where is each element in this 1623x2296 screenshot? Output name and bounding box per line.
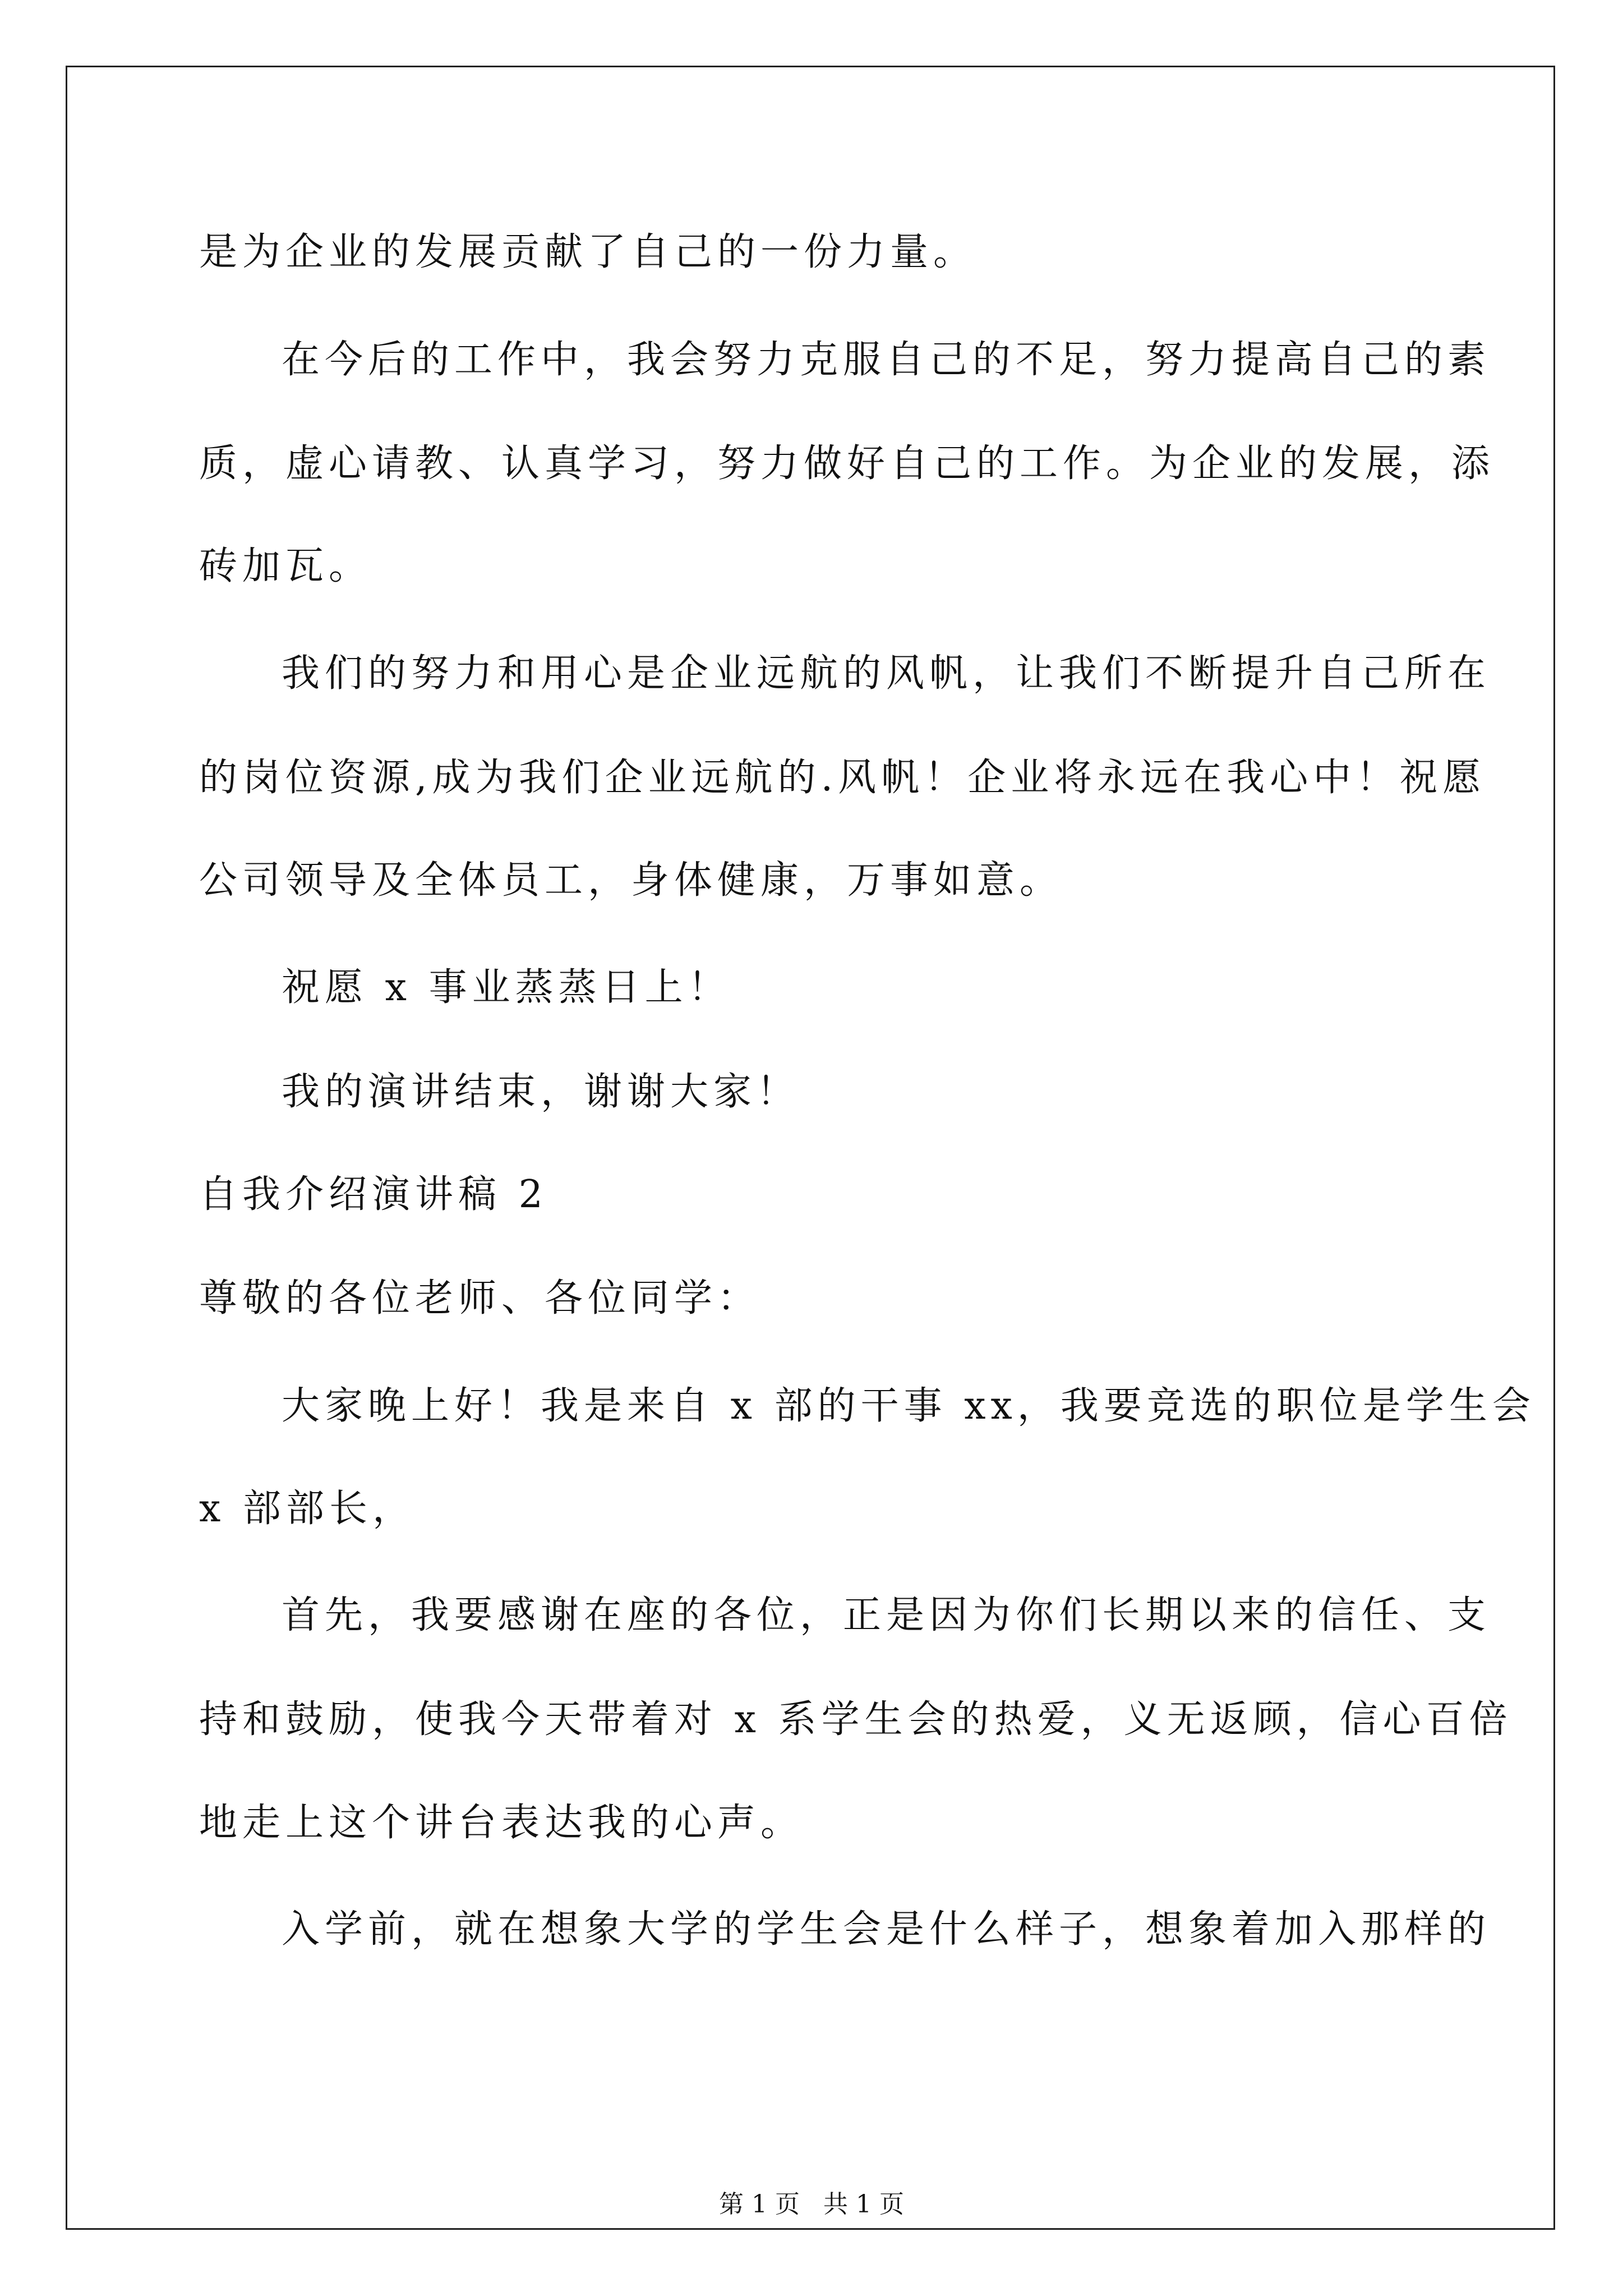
text-line: 地走上这个讲台表达我的心声。 [199, 1801, 804, 1845]
text-line: x 部部长， [199, 1487, 416, 1531]
section-heading: 自我介绍演讲稿 2 [199, 1172, 548, 1217]
text-line: 公司领导及全体员工，身体健康，万事如意。 [199, 858, 1063, 903]
paragraph-start: 我们的努力和用心是企业远航的风帆，让我们不断提升自己所在 [282, 651, 1491, 696]
text-line: 质，虚心请教、认真学习，努力做好自己的工作。为企业的发展，添 [199, 441, 1495, 486]
paragraph-start: 祝愿 x 事业蒸蒸日上！ [282, 965, 731, 1010]
paragraph-start: 在今后的工作中，我会努力克服自己的不足，努力提高自己的素 [282, 338, 1491, 382]
page-number-footer: 第 1 页 共 1 页 [719, 2190, 904, 2219]
paragraph-start: 大家晚上好！我是来自 x 部的干事 xx，我要竞选的职位是学生会 [282, 1384, 1536, 1428]
text-line: 是为企业的发展贡献了自己的一份力量。 [199, 230, 977, 274]
paragraph-start: 我的演讲结束，谢谢大家！ [282, 1070, 800, 1114]
paragraph-start: 入学前，就在想象大学的学生会是什么样子，想象着加入那样的 [282, 1907, 1491, 1952]
text-line: 持和鼓励，使我今天带着对 x 系学生会的热爱，义无返顾，信心百倍 [199, 1697, 1513, 1742]
salutation: 尊敬的各位老师、各位同学： [199, 1276, 761, 1320]
text-line: 砖加瓦。 [199, 544, 372, 588]
paragraph-start: 首先，我要感谢在座的各位，正是因为你们长期以来的信任、支 [282, 1593, 1491, 1637]
text-line: 的岗位资源,成为我们企业远航的.风帆！企业将永远在我心中！祝愿 [199, 756, 1486, 800]
page-border [66, 66, 1555, 2230]
